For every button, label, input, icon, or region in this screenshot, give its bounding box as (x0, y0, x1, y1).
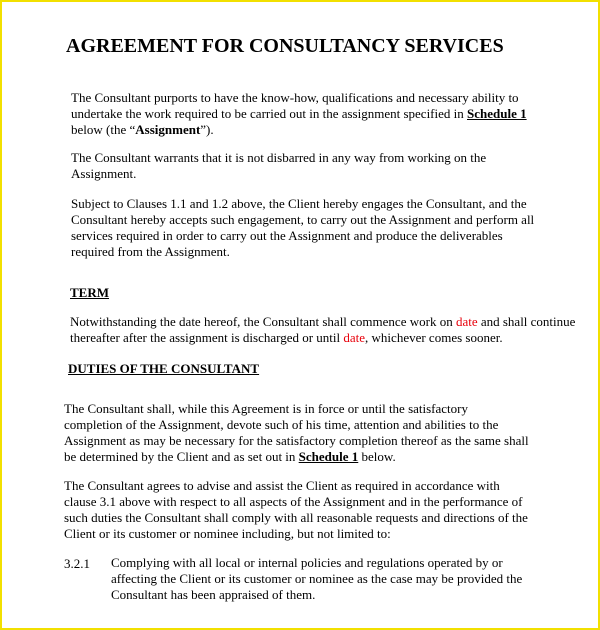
paragraph-line: Complying with all local or internal policies and regulations operated by or (111, 555, 503, 570)
paragraph-line (71, 106, 527, 122)
clause-3-2-1-text (111, 555, 522, 603)
paragraph-line: The Consultant agrees to advise and assist the Client as required in accordance with (64, 478, 500, 493)
duties-heading: DUTIES OF THE CONSULTANT (68, 361, 260, 376)
text-run: be determined by the Client and as set out in (64, 449, 299, 464)
paragraph-line (71, 122, 527, 138)
text-run: , whichever comes sooner. (365, 330, 503, 345)
paragraph-duties-advise (64, 478, 528, 542)
paragraph-line: The Consultant shall, while this Agreement is in force or until the satisfactory (64, 401, 468, 416)
paragraph-line (70, 314, 575, 330)
term-heading: TERM (70, 285, 109, 300)
text-run: Notwithstanding the date hereof, the Consultant shall commence work on (70, 314, 456, 329)
paragraph-engagement (71, 196, 534, 260)
paragraph-purports (71, 90, 527, 138)
paragraph-line: required from the Assignment. (71, 244, 230, 259)
paragraph-line (64, 449, 529, 465)
paragraph-line: clause 3.1 above with respect to all aspects of the Assignment and in the performance of (64, 494, 523, 509)
paragraph-line: The Consultant warrants that it is not disbarred in any way from working on the (71, 150, 487, 165)
date-placeholder: date (455, 314, 478, 329)
paragraph-line: such duties the Consultant shall comply with all reasonable requests and directions of the (64, 510, 528, 525)
paragraph-line: Subject to Clauses 1.1 and 1.2 above, the Client hereby engages the Consultant, and the (71, 196, 527, 211)
text-run: below. (358, 449, 396, 464)
date-placeholder: date (343, 330, 366, 345)
paragraph-line: affecting the Client or its customer or nominee as the case may be provided the (111, 571, 523, 586)
document-title: AGREEMENT FOR CONSULTANCY SERVICES (66, 35, 504, 57)
text-run: below (the “ (71, 122, 136, 137)
paragraph-line (70, 330, 575, 346)
paragraph-warrants (71, 150, 486, 182)
assignment-term: Assignment (135, 122, 201, 137)
text-run: thereafter after the assignment is discharged or until (70, 330, 344, 345)
text-run: undertake the work required to be carried out in the assignment specified in (71, 106, 468, 121)
paragraph-line: Assignment. (71, 166, 137, 181)
text-run: and shall continue (477, 314, 576, 329)
clause-number: 3.2.1 (64, 556, 90, 571)
paragraph-line: Consultant has been appraised of them. (111, 587, 316, 602)
paragraph-duties-devote (64, 401, 529, 465)
paragraph-line: Consultant hereby accepts such engagement, to carry out the Assignment and perform all (71, 212, 535, 227)
schedule-1-reference: Schedule 1 (467, 106, 527, 121)
paragraph-line: services required in order to carry out the Assignment and produce the deliverables (71, 228, 503, 243)
paragraph-line: The Consultant purports to have the know-how, qualifications and necessary ability to (71, 90, 519, 105)
paragraph-line: Client or its customer or nominee including, but not limited to: (64, 526, 391, 541)
paragraph-line: Assignment as may be necessary for the satisfactory completion thereof as the same shall (64, 433, 529, 448)
text-run: ”). (200, 122, 214, 137)
paragraph-line: completion of the Assignment, devote such of his time, attention and abilities to the (64, 417, 499, 432)
schedule-1-reference: Schedule 1 (298, 449, 359, 464)
paragraph-term (70, 314, 575, 346)
